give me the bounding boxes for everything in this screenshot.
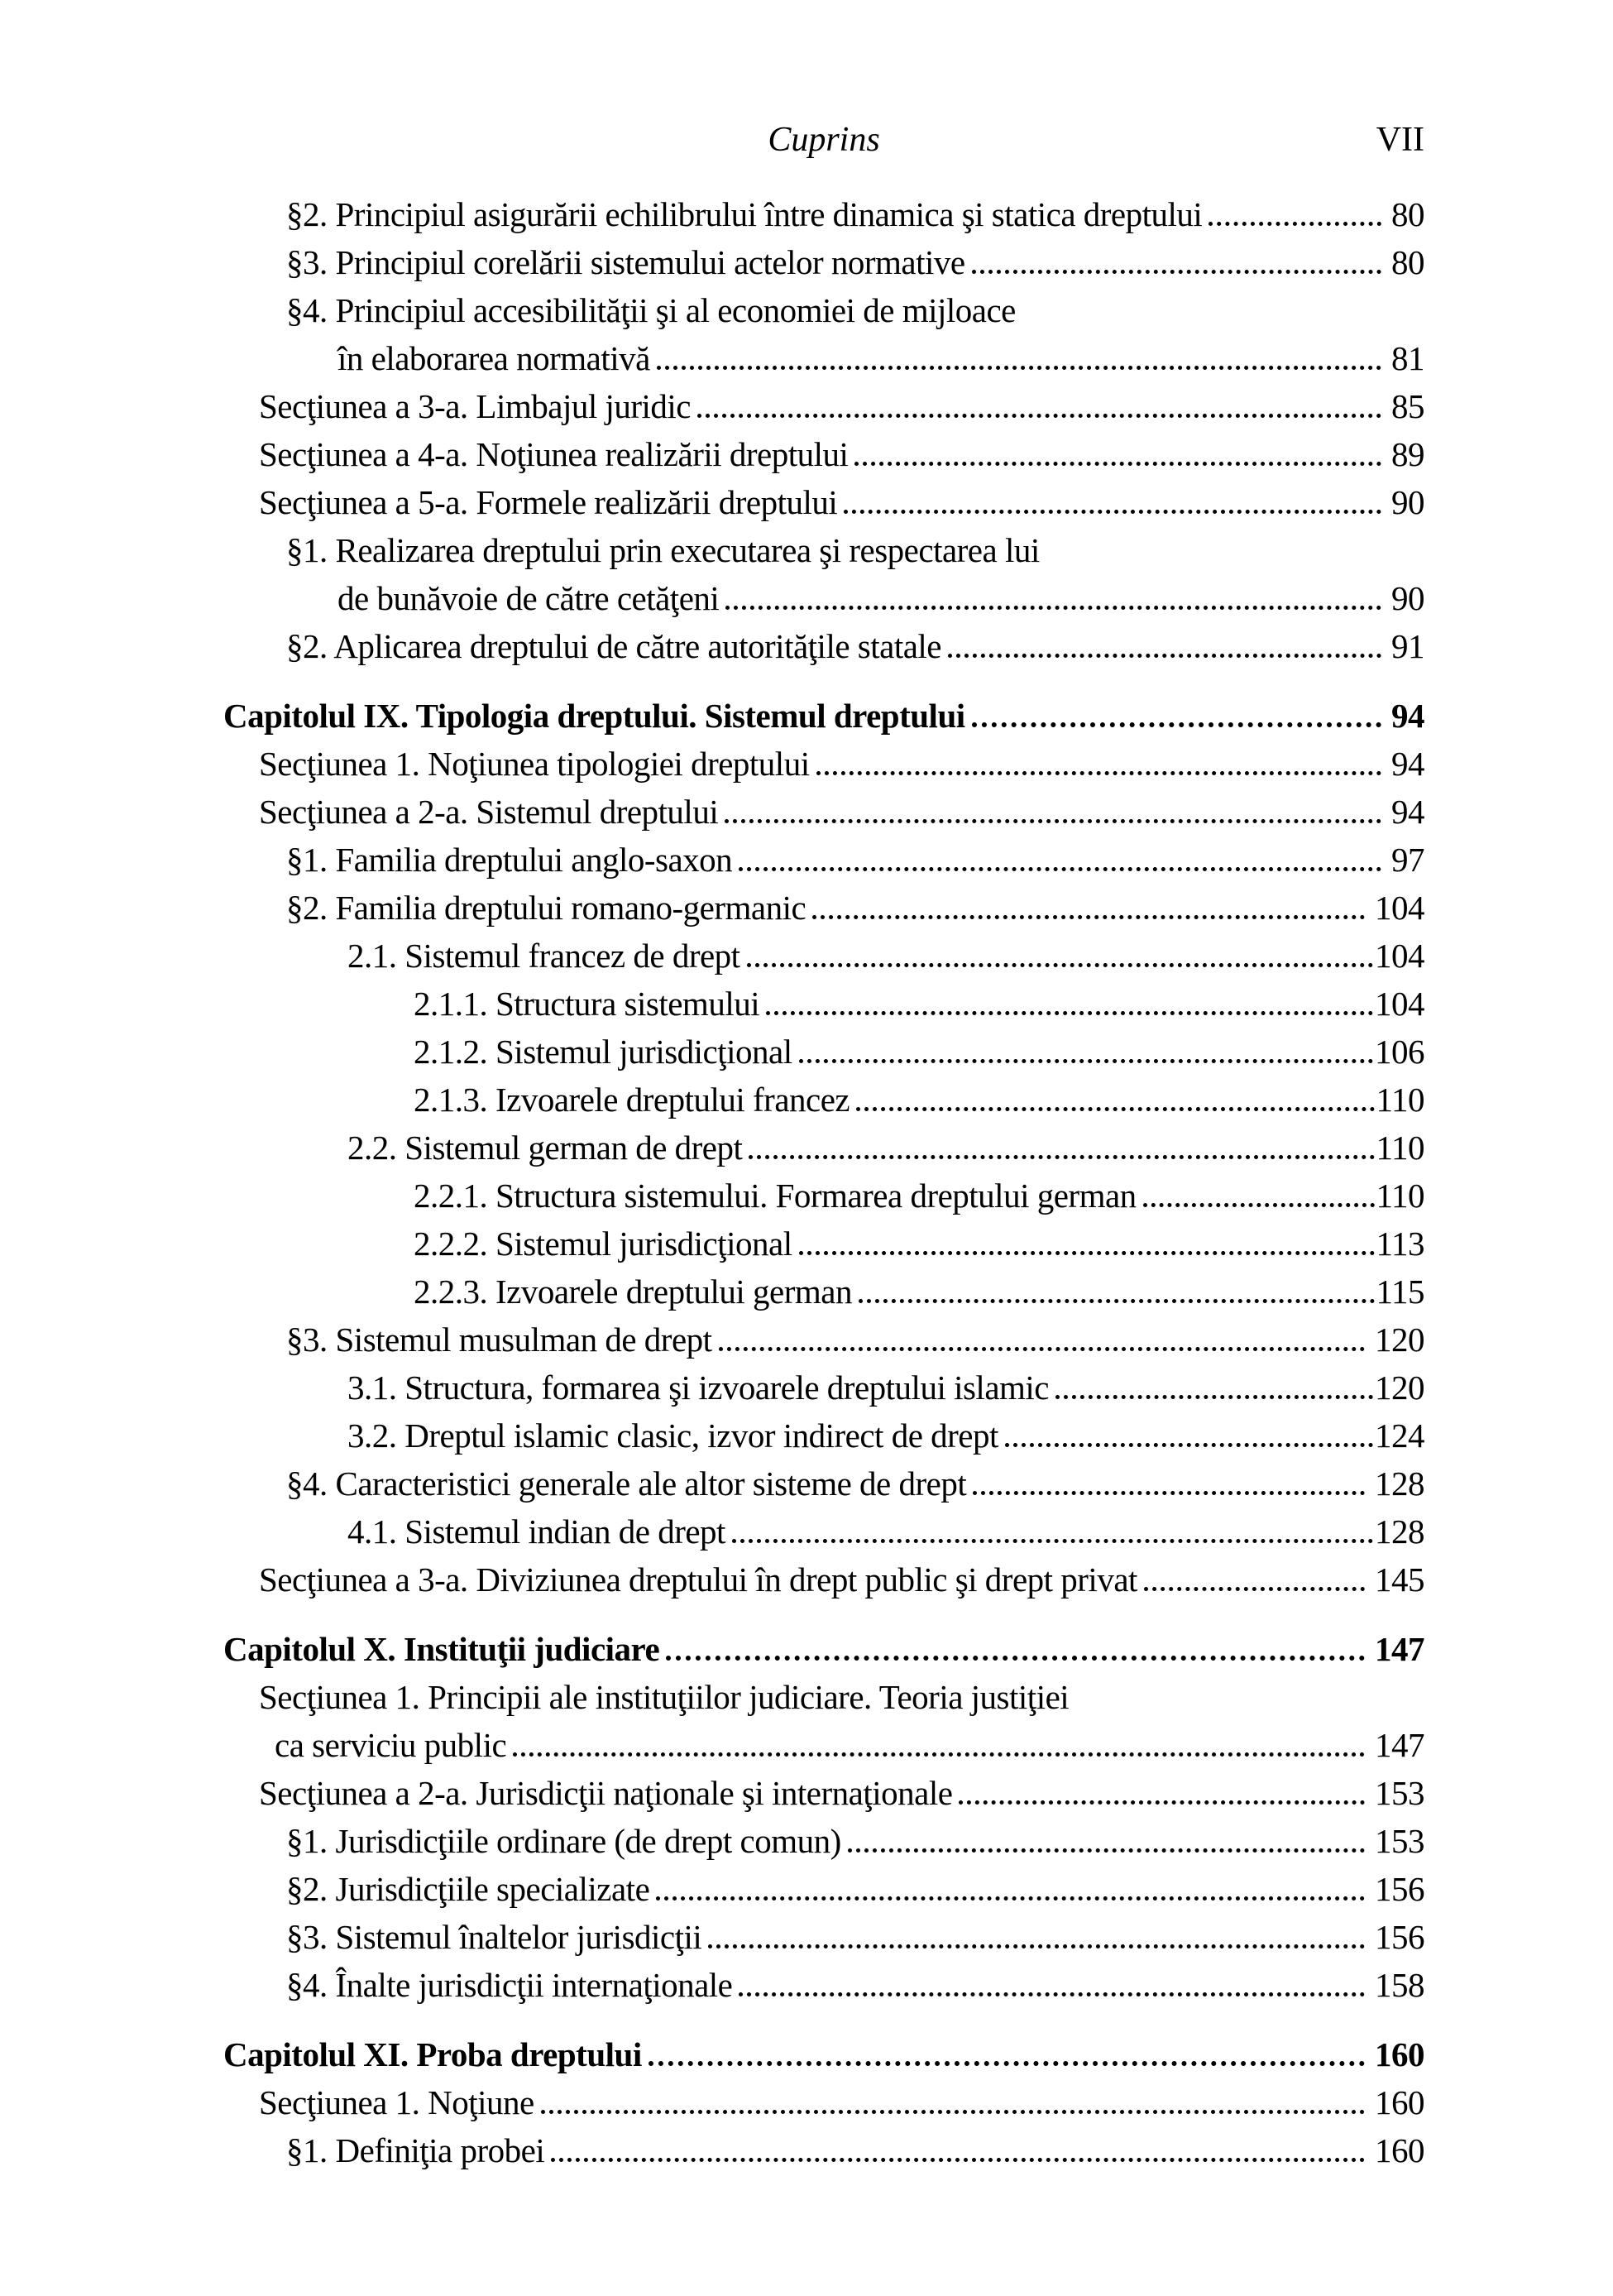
toc-entry bbox=[414, 1220, 1424, 1268]
entry-text: 2.1.3. Izvoarele dreptului francez bbox=[414, 1081, 850, 1119]
toc-entry bbox=[286, 1460, 1424, 1507]
entry-page-number: 104 bbox=[1375, 937, 1424, 975]
entry-page-number: 97 bbox=[1391, 841, 1424, 879]
entry-text: §1. Realizarea dreptului prin executarea şi respectarea lui bbox=[286, 531, 1040, 569]
entry-page-number: 156 bbox=[1375, 1918, 1424, 1956]
dot-leader bbox=[812, 915, 1365, 919]
toc-list bbox=[223, 190, 1424, 2174]
toc-entry bbox=[286, 286, 1424, 334]
toc-entry bbox=[347, 1364, 1424, 1412]
entry-page-number: 145 bbox=[1375, 1560, 1424, 1599]
dot-leader bbox=[799, 1059, 1373, 1063]
entry-text: 2.2.3. Izvoarele dreptului german bbox=[414, 1273, 852, 1311]
entry-text: în elaborarea normativă bbox=[337, 339, 650, 377]
entry-page-number: 120 bbox=[1375, 1368, 1424, 1407]
dot-leader bbox=[719, 1347, 1365, 1351]
entry-page-number: 94 bbox=[1391, 697, 1424, 735]
entry-text: 2.2.1. Structura sistemului. Formarea dreptului german bbox=[414, 1177, 1137, 1215]
entry-page-number: 156 bbox=[1375, 1870, 1424, 1908]
toc-entry bbox=[414, 1076, 1424, 1124]
entry-text: Capitolul XI. Proba dreptului bbox=[223, 2035, 642, 2073]
toc-entry bbox=[347, 1412, 1424, 1460]
toc-entry bbox=[286, 238, 1424, 286]
entry-page-number: 110 bbox=[1376, 1081, 1424, 1119]
entry-page-number: 85 bbox=[1391, 387, 1424, 425]
toc-entry bbox=[259, 382, 1424, 430]
entry-text: §1. Familia dreptului anglo-saxon bbox=[286, 841, 733, 879]
entry-page-number: 80 bbox=[1391, 195, 1424, 233]
dot-leader bbox=[656, 1896, 1365, 1901]
page-title: Cuprins bbox=[768, 121, 880, 159]
entry-page-number: 110 bbox=[1376, 1177, 1424, 1215]
dot-leader bbox=[844, 510, 1381, 514]
entry-page-number: 104 bbox=[1375, 985, 1424, 1023]
toc-entry bbox=[337, 334, 1424, 382]
entry-text: Secţiunea a 4-a. Noţiunea realizării dreptului bbox=[259, 435, 849, 473]
toc-entry bbox=[347, 1124, 1424, 1172]
entry-text: §2. Principiul asigurării echilibrului între dinamica şi statica dreptului bbox=[286, 195, 1203, 233]
toc-entry bbox=[286, 1961, 1424, 2009]
toc-entry bbox=[414, 1172, 1424, 1220]
dot-leader bbox=[1209, 222, 1381, 226]
page-header bbox=[223, 116, 1424, 164]
toc-entry bbox=[337, 574, 1424, 622]
entry-text: Secţiunea 1. Principii ale instituţiilor judiciare. Teoria justiţiei bbox=[259, 1678, 1070, 1716]
dot-leader bbox=[1055, 1395, 1373, 1399]
entry-page-number: 115 bbox=[1376, 1273, 1424, 1311]
entry-text: Secţiunea 1. Noţiune bbox=[259, 2083, 534, 2121]
dot-leader bbox=[972, 722, 1381, 727]
dot-leader bbox=[1143, 1203, 1375, 1207]
dot-leader bbox=[697, 414, 1381, 418]
entry-text: ca serviciu public bbox=[275, 1726, 507, 1764]
toc-entry bbox=[347, 1507, 1424, 1555]
dot-leader bbox=[799, 1251, 1375, 1255]
entry-text: Secţiunea a 3-a. Limbajul juridic bbox=[259, 387, 692, 425]
entry-page-number: 124 bbox=[1375, 1416, 1424, 1455]
entry-text: 4.1. Sistemul indian de drept bbox=[347, 1512, 725, 1551]
entry-page-number: 160 bbox=[1375, 2083, 1424, 2121]
toc-entry bbox=[414, 1268, 1424, 1316]
dot-leader bbox=[1005, 1443, 1373, 1447]
dot-leader bbox=[1144, 1587, 1365, 1591]
entry-page-number: 89 bbox=[1391, 435, 1424, 473]
dot-leader bbox=[859, 1299, 1375, 1303]
entry-page-number: 153 bbox=[1375, 1774, 1424, 1812]
dot-leader bbox=[766, 1011, 1373, 1015]
toc-entry bbox=[223, 2030, 1424, 2078]
toc-entry bbox=[259, 1673, 1424, 1721]
entry-page-number: 147 bbox=[1375, 1726, 1424, 1764]
toc-entry bbox=[286, 836, 1424, 884]
entry-text: Capitolul IX. Tipologia dreptului. Sistemul dreptului bbox=[223, 697, 965, 735]
entry-page-number: 160 bbox=[1375, 2035, 1424, 2073]
entry-page-number: 90 bbox=[1391, 579, 1424, 617]
toc-entry bbox=[286, 526, 1424, 574]
entry-text: §2. Familia dreptului romano-germanic bbox=[286, 889, 806, 927]
toc-entry bbox=[286, 190, 1424, 238]
entry-text: §2. Jurisdicţiile specializate bbox=[286, 1870, 650, 1908]
entry-page-number: 113 bbox=[1376, 1225, 1424, 1263]
toc-entry bbox=[286, 622, 1424, 670]
entry-text: 2.2.2. Sistemul jurisdicţional bbox=[414, 1225, 792, 1263]
toc-entry bbox=[275, 1721, 1424, 1769]
entry-page-number: 160 bbox=[1375, 2131, 1424, 2169]
entry-page-number: 81 bbox=[1391, 339, 1424, 377]
entry-text: Secţiunea 1. Noţiunea tipologiei dreptului bbox=[259, 745, 810, 783]
entry-page-number: 80 bbox=[1391, 243, 1424, 281]
toc-entry bbox=[259, 2078, 1424, 2126]
entry-page-number: 94 bbox=[1391, 745, 1424, 783]
entry-text: §4. Principiul accesibilităţii şi al economiei de mijloace bbox=[286, 291, 1016, 329]
dot-leader bbox=[725, 606, 1381, 610]
dot-leader bbox=[541, 2110, 1365, 2114]
entry-text: 2.1. Sistemul francez de drept bbox=[347, 937, 740, 975]
entry-page-number: 147 bbox=[1375, 1630, 1424, 1668]
toc-entry bbox=[286, 1865, 1424, 1913]
toc-entry bbox=[286, 2126, 1424, 2174]
toc-entry bbox=[223, 692, 1424, 740]
dot-leader bbox=[747, 963, 1373, 967]
entry-text: 2.1.1. Structura sistemului bbox=[414, 985, 760, 1023]
toc-entry bbox=[414, 1028, 1424, 1076]
dot-leader bbox=[732, 1539, 1373, 1543]
toc-entry bbox=[223, 1625, 1424, 1673]
dot-leader bbox=[739, 1992, 1365, 1996]
toc-entry bbox=[286, 1817, 1424, 1865]
dot-leader bbox=[551, 2158, 1365, 2162]
entry-page-number: 128 bbox=[1375, 1464, 1424, 1503]
dot-leader bbox=[854, 462, 1381, 466]
toc-entry bbox=[347, 932, 1424, 980]
entry-text: 3.1. Structura, formarea şi izvoarele dreptului islamic bbox=[347, 1368, 1049, 1407]
toc-entry bbox=[259, 788, 1424, 836]
entry-text: Capitolul X. Instituţii judiciare bbox=[223, 1630, 660, 1668]
dot-leader bbox=[666, 1656, 1365, 1661]
dot-leader bbox=[649, 2061, 1365, 2066]
entry-page-number: 128 bbox=[1375, 1512, 1424, 1551]
entry-text: Secţiunea a 5-a. Formele realizării dreptului bbox=[259, 483, 838, 521]
entry-text: Secţiunea a 2-a. Jurisdicţii naţionale şi internaţionale bbox=[259, 1774, 953, 1812]
dot-leader bbox=[739, 867, 1381, 871]
toc-entry bbox=[286, 884, 1424, 932]
entry-text: §1. Definiţia probei bbox=[286, 2131, 545, 2169]
entry-page-number: 94 bbox=[1391, 793, 1424, 831]
toc-entry bbox=[259, 478, 1424, 526]
entry-text: §1. Jurisdicţiile ordinare (de drept comun) bbox=[286, 1822, 841, 1860]
dot-leader bbox=[749, 1155, 1374, 1159]
dot-leader bbox=[708, 1944, 1365, 1948]
dot-leader bbox=[816, 771, 1381, 775]
dot-leader bbox=[657, 366, 1381, 370]
entry-page-number: 106 bbox=[1375, 1033, 1424, 1071]
entry-text: 2.2. Sistemul german de drept bbox=[347, 1129, 743, 1167]
entry-page-number: 158 bbox=[1375, 1966, 1424, 2004]
entry-text: §3. Sistemul musulman de drept bbox=[286, 1321, 712, 1359]
entry-text: Secţiunea a 3-a. Diviziunea dreptului în drept public şi drept privat bbox=[259, 1560, 1137, 1599]
entry-text: de bunăvoie de către cetăţeni bbox=[337, 579, 720, 617]
toc-entry bbox=[286, 1913, 1424, 1961]
entry-page-number: 104 bbox=[1375, 889, 1424, 927]
toc-entry bbox=[259, 740, 1424, 788]
entry-text: §3. Sistemul înaltelor jurisdicţii bbox=[286, 1918, 702, 1956]
dot-leader bbox=[848, 1848, 1365, 1853]
entry-text: 2.1.2. Sistemul jurisdicţional bbox=[414, 1033, 792, 1071]
entry-text: Secţiunea a 2-a. Sistemul dreptului bbox=[259, 793, 719, 831]
dot-leader bbox=[725, 819, 1381, 823]
entry-page-number: 110 bbox=[1376, 1129, 1424, 1167]
toc-entry bbox=[259, 430, 1424, 478]
entry-page-number: 90 bbox=[1391, 483, 1424, 521]
toc-entry bbox=[286, 1316, 1424, 1364]
entry-page-number: 91 bbox=[1391, 627, 1424, 665]
dot-leader bbox=[856, 1107, 1374, 1111]
entry-text: §4. Înalte jurisdicţii internaţionale bbox=[286, 1966, 733, 2004]
toc-entry bbox=[414, 980, 1424, 1028]
dot-leader bbox=[972, 270, 1381, 274]
folio-page-number: VII bbox=[1376, 121, 1424, 159]
entry-text: §3. Principiul corelării sistemului actelor normative bbox=[286, 243, 965, 281]
entry-page-number: 120 bbox=[1375, 1321, 1424, 1359]
dot-leader bbox=[513, 1752, 1365, 1757]
dot-leader bbox=[959, 1800, 1365, 1805]
entry-text: 3.2. Dreptul islamic clasic, izvor indirect de drept bbox=[347, 1416, 998, 1455]
dot-leader bbox=[973, 1491, 1365, 1495]
entry-text: §2. Aplicarea dreptului de către autorităţile statale bbox=[286, 627, 941, 665]
dot-leader bbox=[948, 654, 1381, 658]
toc-entry bbox=[259, 1555, 1424, 1603]
entry-page-number: 153 bbox=[1375, 1822, 1424, 1860]
entry-text: §4. Caracteristici generale ale altor sisteme de drept bbox=[286, 1464, 967, 1503]
toc-entry bbox=[259, 1769, 1424, 1817]
